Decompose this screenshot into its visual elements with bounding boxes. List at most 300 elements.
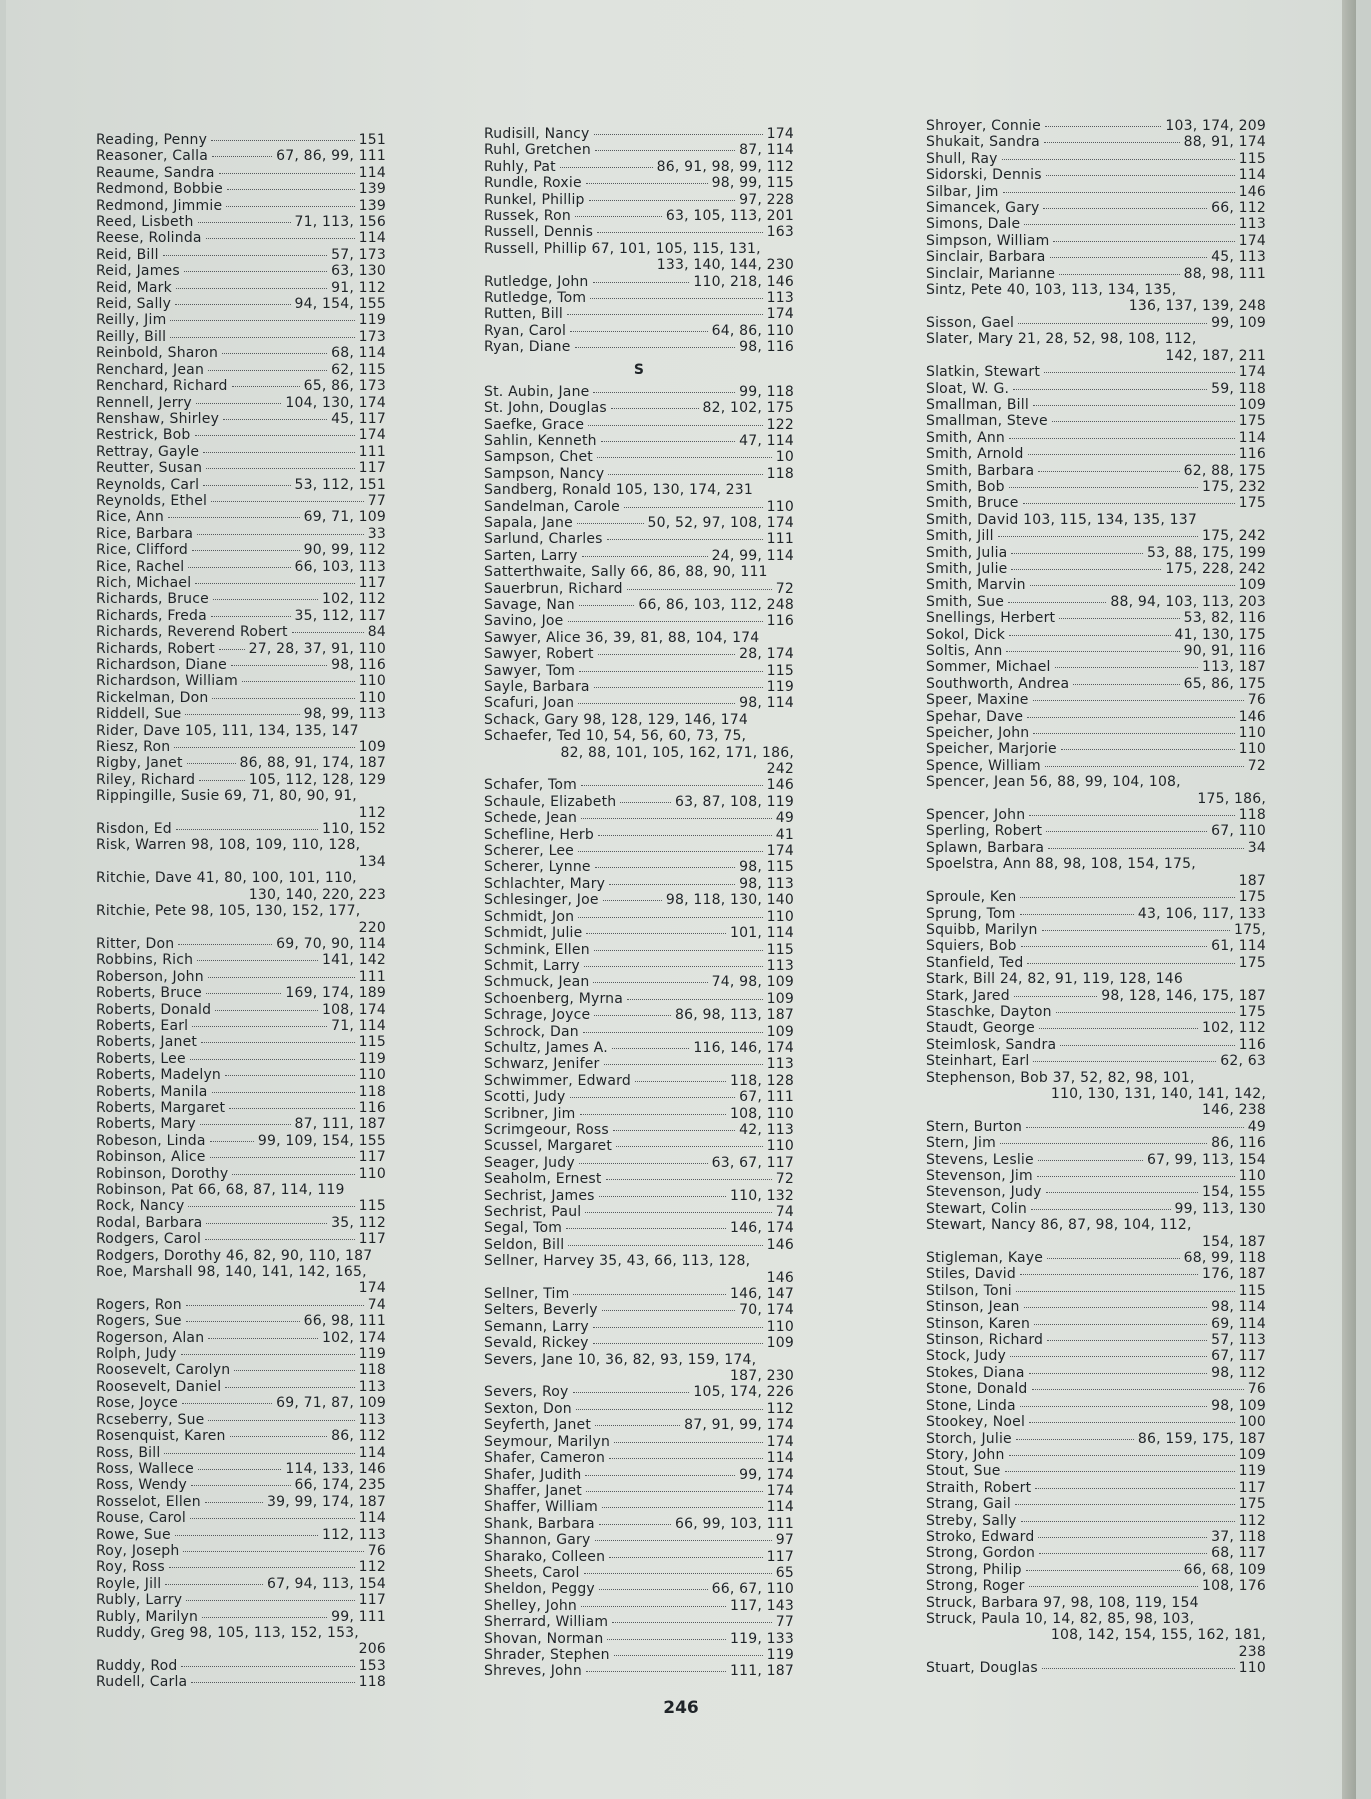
- index-entry: [926, 758, 1266, 774]
- index-entry: [926, 676, 1266, 692]
- dot-leader: [627, 999, 763, 1000]
- index-entry: [484, 1581, 794, 1597]
- index-entry: [926, 266, 1266, 282]
- entry-pages: 69, 71, 87, 109: [276, 1395, 386, 1412]
- entry-name: Runkel, Phillip: [484, 191, 585, 208]
- entry-pages: 86, 98, 113, 187: [675, 1007, 794, 1024]
- entry-name: Shaffer, Janet: [484, 1482, 582, 1499]
- entry-pages: 114: [358, 1444, 386, 1461]
- index-entry: [484, 1188, 794, 1204]
- entry-name: Rodgers, Dorothy 46, 82, 90, 110, 187: [96, 1247, 373, 1264]
- dot-leader: [206, 238, 355, 239]
- entry-name: Speicher, John: [926, 725, 1030, 742]
- entry-pages: 87, 91, 99, 174: [684, 1417, 794, 1434]
- entry-pages: 174: [1238, 232, 1266, 249]
- index-page: [6, 0, 1356, 1799]
- dot-leader: [581, 1606, 726, 1607]
- dot-leader: [594, 134, 763, 135]
- index-entry: [484, 1565, 794, 1581]
- dot-leader: [598, 835, 772, 836]
- index-entry: [96, 1559, 386, 1575]
- entry-name: Simancek, Gary: [926, 200, 1040, 217]
- index-entry: [96, 1428, 386, 1444]
- entry-pages: 24, 99, 114: [711, 547, 794, 564]
- dot-leader: [585, 1475, 735, 1476]
- index-entry: [926, 659, 1266, 675]
- index-entry: [926, 823, 1266, 839]
- index-entry: [484, 1384, 794, 1400]
- index-entry: [484, 290, 794, 306]
- dot-leader: [1010, 1356, 1207, 1357]
- index-entry: [926, 922, 1266, 938]
- index-entry: [96, 509, 386, 525]
- dot-leader: [1011, 553, 1143, 554]
- entry-pages-continued: 142, 187, 211: [1165, 347, 1266, 364]
- entry-name: Schoenberg, Myrna: [484, 990, 624, 1007]
- dot-leader: [1020, 1274, 1198, 1275]
- dot-leader: [1020, 897, 1234, 898]
- dot-leader: [175, 304, 290, 305]
- dot-leader: [186, 1305, 364, 1306]
- index-entry: [926, 1037, 1266, 1053]
- entry-name: Ruddy, Greg 98, 105, 113, 152, 153,: [96, 1624, 359, 1641]
- index-entry: [96, 493, 386, 509]
- entry-name: Royle, Jill: [96, 1575, 162, 1592]
- index-entry: [96, 280, 386, 296]
- index-entry: [484, 1106, 794, 1122]
- entry-name: Richards, Reverend Robert: [96, 624, 288, 641]
- entry-name: Renchard, Jean: [96, 361, 205, 378]
- dot-leader: [612, 1622, 772, 1623]
- entry-pages: 53, 112, 151: [294, 476, 386, 493]
- index-entry: [926, 528, 1266, 544]
- dot-leader: [1021, 1521, 1235, 1522]
- entry-name: Saefke, Grace: [484, 416, 585, 433]
- index-entry: [484, 175, 794, 191]
- dot-leader: [607, 539, 763, 540]
- index-entry: [926, 594, 1266, 610]
- entry-name: Rettray, Gayle: [96, 443, 200, 460]
- index-entry: [926, 1217, 1266, 1233]
- index-entry: [96, 690, 386, 706]
- entry-name: Sapala, Jane: [484, 514, 573, 531]
- dot-leader: [229, 1108, 354, 1109]
- index-entry: [926, 397, 1266, 413]
- entry-pages-continued: 206: [358, 1641, 386, 1658]
- dot-leader: [219, 173, 355, 174]
- index-entry: [926, 118, 1266, 134]
- index-entry: [926, 741, 1266, 757]
- index-entry: [926, 692, 1266, 708]
- index-entry: [484, 515, 794, 531]
- index-entry: [484, 1352, 794, 1368]
- index-entry: [96, 1379, 386, 1395]
- dot-leader: [593, 392, 735, 393]
- entry-pages: 153: [358, 1657, 386, 1674]
- dot-leader: [1006, 651, 1179, 652]
- entry-name: Smith, Jill: [926, 528, 994, 545]
- entry-pages: 115: [358, 1034, 386, 1051]
- dot-leader: [599, 1589, 708, 1590]
- dot-leader: [599, 1524, 671, 1525]
- index-entry: [96, 641, 386, 657]
- entry-pages: 112: [1238, 1512, 1266, 1529]
- entry-pages: 49: [775, 810, 794, 827]
- entry-name: Rippingille, Susie 69, 71, 80, 90, 91,: [96, 788, 357, 805]
- dot-leader: [205, 1502, 263, 1503]
- index-entry: [96, 706, 386, 722]
- dot-leader: [594, 687, 763, 688]
- entry-name: Shaffer, William: [484, 1499, 598, 1516]
- entry-pages: 110: [358, 1165, 386, 1182]
- index-entry: [96, 198, 386, 214]
- entry-name: Rose, Joyce: [96, 1395, 178, 1412]
- entry-name: Schefline, Herb: [484, 826, 594, 843]
- entry-name: Ross, Wallece: [96, 1460, 194, 1477]
- index-entry: [484, 548, 794, 564]
- entry-pages: 10: [775, 449, 794, 466]
- entry-name: Schmuck, Jean: [484, 974, 590, 991]
- entry-name: Scherer, Lee: [484, 843, 574, 860]
- entry-name: Ritchie, Dave 41, 80, 100, 101, 110,: [96, 870, 357, 887]
- dot-leader: [197, 534, 364, 535]
- entry-name: Sawyer, Alice 36, 39, 81, 88, 104, 174: [484, 629, 760, 646]
- entry-pages: 109: [1238, 577, 1266, 594]
- dot-leader: [1046, 1192, 1198, 1193]
- entry-name: Ritchie, Pete 98, 105, 130, 152, 177,: [96, 903, 361, 920]
- index-entry: [484, 958, 794, 974]
- entry-pages: 119: [766, 679, 794, 695]
- index-entry: [96, 788, 386, 804]
- index-entry: [96, 1149, 386, 1165]
- entry-name: Sharako, Colleen: [484, 1548, 606, 1565]
- entry-name: Smith, Bob: [926, 478, 1005, 495]
- index-entry: [96, 165, 386, 181]
- index-entry: [926, 1611, 1266, 1627]
- index-entry: [484, 1483, 794, 1499]
- entry-name: Risdon, Ed: [96, 821, 172, 838]
- entry-pages: 154, 155: [1202, 1184, 1266, 1201]
- dot-leader: [188, 1206, 354, 1207]
- dot-leader: [1003, 192, 1235, 193]
- entry-pages: 70, 174: [739, 1302, 794, 1319]
- index-entry: [926, 774, 1266, 790]
- dot-leader: [597, 457, 772, 458]
- dot-leader: [1024, 224, 1234, 225]
- dot-leader: [205, 1239, 355, 1240]
- entry-name: Riley, Richard: [96, 771, 196, 788]
- index-entry: [484, 1401, 794, 1417]
- entry-name: Smith, Bruce: [926, 495, 1019, 512]
- dot-leader: [594, 1015, 671, 1016]
- index-entry: [484, 1647, 794, 1663]
- entry-name: Smith, Barbara: [926, 462, 1035, 479]
- index-entry: [484, 1319, 794, 1335]
- entry-pages: 109: [766, 1023, 794, 1040]
- entry-name: Rolph, Judy: [96, 1346, 177, 1363]
- index-entry: [484, 925, 794, 941]
- entry-pages: 90, 91, 116: [1183, 643, 1266, 659]
- dot-leader: [226, 206, 354, 207]
- entry-name: Reid, Mark: [96, 279, 172, 296]
- entry-pages: 109: [766, 1335, 794, 1352]
- index-entry: [926, 1201, 1266, 1217]
- entry-name: Streby, Sally: [926, 1512, 1017, 1529]
- entry-pages: 97: [775, 1532, 794, 1549]
- index-entry: [96, 1133, 386, 1149]
- dot-leader: [181, 1354, 355, 1355]
- entry-pages: 99, 109, 154, 155: [257, 1132, 386, 1149]
- entry-pages: 146: [1238, 183, 1266, 200]
- index-entry: [96, 591, 386, 607]
- entry-name: Richards, Robert: [96, 640, 215, 657]
- entry-pages: 74, 98, 109: [711, 974, 794, 991]
- dot-leader: [184, 271, 327, 272]
- index-entry: [96, 1067, 386, 1083]
- index-entry: [926, 331, 1266, 347]
- entry-pages: 66, 99, 103, 111: [675, 1515, 794, 1532]
- entry-pages: 98, 112: [1211, 1364, 1266, 1381]
- entry-name: Stern, Jim: [926, 1135, 996, 1152]
- dot-leader: [1045, 766, 1244, 767]
- entry-pages: 112, 113: [322, 1526, 386, 1543]
- entry-name: Smith, Ann: [926, 429, 1005, 446]
- entry-pages: 66, 103, 113: [294, 558, 386, 575]
- entry-pages: 108, 110: [730, 1105, 794, 1122]
- entry-name: Schaule, Elizabeth: [484, 793, 617, 810]
- entry-pages: 86, 91, 98, 99, 112: [656, 158, 794, 175]
- entry-pages: 109: [1238, 1446, 1266, 1463]
- entry-name: Stroko, Edward: [926, 1528, 1035, 1545]
- entry-name: Scherer, Lynne: [484, 859, 591, 876]
- entry-pages: 112: [358, 1559, 386, 1576]
- index-entry: [484, 843, 794, 859]
- entry-pages: 45, 117: [331, 410, 386, 427]
- dot-leader: [198, 1469, 281, 1470]
- entry-name: Roy, Joseph: [96, 1542, 180, 1559]
- index-entry: [96, 296, 386, 312]
- entry-pages: 110: [766, 498, 794, 515]
- entry-pages: 118: [358, 1083, 386, 1100]
- dot-leader: [211, 140, 355, 141]
- entry-name: Russell, Phillip 67, 101, 105, 115, 131,: [484, 240, 761, 257]
- dot-leader: [1020, 1406, 1207, 1407]
- dot-leader: [585, 1212, 771, 1213]
- entry-pages: 41, 130, 175: [1174, 626, 1266, 643]
- entry-name: Smith, Marvin: [926, 577, 1026, 594]
- entry-pages: 174: [766, 1433, 794, 1450]
- index-entry: [484, 1516, 794, 1532]
- index-entry: [926, 643, 1266, 659]
- index-entry: [96, 821, 386, 837]
- entry-name: Ruhly, Pat: [484, 158, 556, 175]
- entry-pages: 111, 187: [730, 1663, 794, 1680]
- entry-name: Stokes, Diana: [926, 1364, 1025, 1381]
- dot-leader: [206, 1223, 327, 1224]
- entry-name: Ryan, Carol: [484, 322, 567, 339]
- entry-name: Reutter, Susan: [96, 460, 203, 477]
- dot-leader: [170, 320, 354, 321]
- dot-leader: [579, 1163, 708, 1164]
- index-entry: [926, 1135, 1266, 1151]
- entry-pages: 146, 174: [730, 1220, 794, 1237]
- dot-leader: [593, 1343, 763, 1344]
- entry-pages: 113: [766, 957, 794, 974]
- entry-pages: 66, 68, 109: [1183, 1561, 1266, 1578]
- index-entry: [926, 413, 1266, 429]
- page-edge: [1342, 0, 1356, 1799]
- entry-pages: 66, 86, 103, 112, 248: [638, 596, 794, 613]
- entry-name: Sahlin, Kenneth: [484, 432, 597, 449]
- entry-pages: 117: [766, 1548, 794, 1565]
- entry-pages: 109: [766, 990, 794, 1007]
- entry-pages: 141, 142: [322, 952, 386, 969]
- entry-pages: 97, 228: [739, 191, 794, 208]
- entry-pages: 63, 105, 113, 201: [665, 208, 794, 225]
- index-entry: [96, 985, 386, 1001]
- entry-name: Stevens, Leslie: [926, 1151, 1034, 1168]
- dot-leader: [581, 818, 772, 819]
- entry-pages: 68, 99, 118: [1183, 1250, 1266, 1267]
- dot-leader: [597, 232, 762, 233]
- entry-pages: 110: [1238, 725, 1266, 742]
- dot-leader: [576, 1409, 763, 1410]
- index-entry: [96, 362, 386, 378]
- index-entry: [926, 955, 1266, 971]
- entry-pages-continued: 82, 88, 101, 105, 162, 171, 186,: [560, 744, 794, 761]
- index-entry: [96, 952, 386, 968]
- entry-pages: 69, 71, 109: [303, 509, 386, 526]
- entry-name: Spoelstra, Ann 88, 98, 108, 154, 175,: [926, 856, 1196, 873]
- entry-name: Rock, Nancy: [96, 1198, 185, 1215]
- entry-name: Steimlosk, Sandra: [926, 1036, 1057, 1053]
- entry-pages-continued: 130, 140, 220, 223: [248, 886, 386, 903]
- index-entry: [96, 739, 386, 755]
- index-entry: [96, 1625, 386, 1641]
- entry-pages: 112: [766, 1400, 794, 1417]
- index-entry: [484, 1089, 794, 1105]
- entry-pages: 110: [1238, 1660, 1266, 1677]
- index-entry: [96, 1002, 386, 1018]
- entry-name: Schlachter, Mary: [484, 875, 606, 892]
- entry-pages: 67, 86, 99, 111: [276, 148, 386, 165]
- dot-leader: [613, 1130, 735, 1131]
- entry-pages: 39, 99, 174, 187: [267, 1493, 386, 1510]
- dot-leader: [582, 556, 708, 557]
- entry-pages: 27, 28, 37, 91, 110: [248, 640, 386, 657]
- index-entry: [484, 482, 794, 498]
- dot-leader: [222, 353, 327, 354]
- entry-pages: 67, 110: [1211, 823, 1266, 840]
- entry-pages: 111: [358, 443, 386, 460]
- entry-name: Stout, Sue: [926, 1463, 1001, 1480]
- index-entry: [96, 247, 386, 263]
- entry-pages: 105, 112, 128, 129: [248, 771, 386, 788]
- entry-name: Scribner, Jim: [484, 1105, 576, 1122]
- dot-leader: [213, 599, 318, 600]
- entry-pages: 119, 133: [730, 1630, 794, 1647]
- dot-leader: [1020, 914, 1134, 915]
- entry-pages-continued: 112: [358, 804, 386, 821]
- entry-name: Staudt, George: [926, 1020, 1035, 1037]
- dot-leader: [208, 370, 327, 371]
- entry-pages: 99, 111: [331, 1608, 386, 1625]
- entry-name: Sellner, Tim: [484, 1286, 570, 1303]
- entry-name: Simons, Dale: [926, 216, 1021, 233]
- entry-name: Soltis, Ann: [926, 643, 1003, 659]
- entry-name: Rennell, Jerry: [96, 394, 192, 411]
- dot-leader: [242, 681, 355, 682]
- entry-pages: 110: [358, 1067, 386, 1084]
- index-entry: [484, 1499, 794, 1515]
- entry-name: Sandelman, Carole: [484, 498, 620, 515]
- dot-leader: [1013, 389, 1207, 390]
- index-entry: [926, 1299, 1266, 1315]
- dot-leader: [1009, 438, 1235, 439]
- entry-name: Stephenson, Bob 37, 52, 82, 98, 101,: [926, 1069, 1195, 1086]
- entry-name: Russell, Dennis: [484, 224, 594, 241]
- entry-pages: 67, 111: [739, 1089, 794, 1106]
- entry-name: Sokol, Dick: [926, 626, 1006, 643]
- index-entry: [926, 1529, 1266, 1545]
- dot-leader: [1042, 1668, 1235, 1669]
- index-entry: [96, 1116, 386, 1132]
- dot-leader: [1048, 848, 1244, 849]
- dot-leader: [1059, 274, 1179, 275]
- index-entry: [926, 906, 1266, 922]
- dot-leader: [595, 867, 735, 868]
- entry-pages-continued: 187, 230: [730, 1368, 794, 1385]
- index-entry: [96, 723, 386, 739]
- dot-leader: [187, 763, 236, 764]
- index-entry: [926, 430, 1266, 446]
- index-entry: [926, 709, 1266, 725]
- entry-name: Splawn, Barbara: [926, 839, 1045, 856]
- index-entry: [926, 512, 1266, 528]
- entry-pages: 117: [358, 1231, 386, 1248]
- index-entry: [96, 1674, 386, 1690]
- dot-leader: [609, 1557, 763, 1558]
- entry-name: Sisson, Gael: [926, 314, 1015, 331]
- entry-name: Ross, Bill: [96, 1444, 161, 1461]
- index-entry: [484, 126, 794, 142]
- dot-leader: [998, 536, 1198, 537]
- entry-name: Rutten, Bill: [484, 306, 564, 323]
- index-entry: [96, 181, 386, 197]
- entry-pages: 71, 113, 156: [294, 214, 386, 231]
- index-entry: [926, 938, 1266, 954]
- entry-pages: 110: [766, 908, 794, 925]
- index-entry: [926, 282, 1266, 298]
- index-entry: [484, 679, 794, 695]
- index-entry: [96, 1215, 386, 1231]
- dot-leader: [210, 1141, 254, 1142]
- index-entry: [484, 400, 794, 416]
- entry-name: Sampson, Nancy: [484, 465, 605, 482]
- entry-name: Schmink, Ellen: [484, 941, 590, 958]
- dot-leader: [1073, 684, 1179, 685]
- entry-pages-continued: 110, 130, 131, 140, 141, 142,: [1050, 1085, 1266, 1102]
- entry-name: Reynolds, Carl: [96, 476, 200, 493]
- entry-pages: 108, 174: [322, 1001, 386, 1018]
- dot-leader: [614, 1655, 763, 1656]
- entry-name: Roberts, Bruce: [96, 985, 202, 1002]
- entry-pages: 63, 87, 108, 119: [675, 793, 794, 810]
- entry-pages: 57, 113: [1211, 1332, 1266, 1349]
- index-entry: [96, 657, 386, 673]
- dot-leader: [1027, 717, 1235, 718]
- dot-leader: [1033, 733, 1234, 734]
